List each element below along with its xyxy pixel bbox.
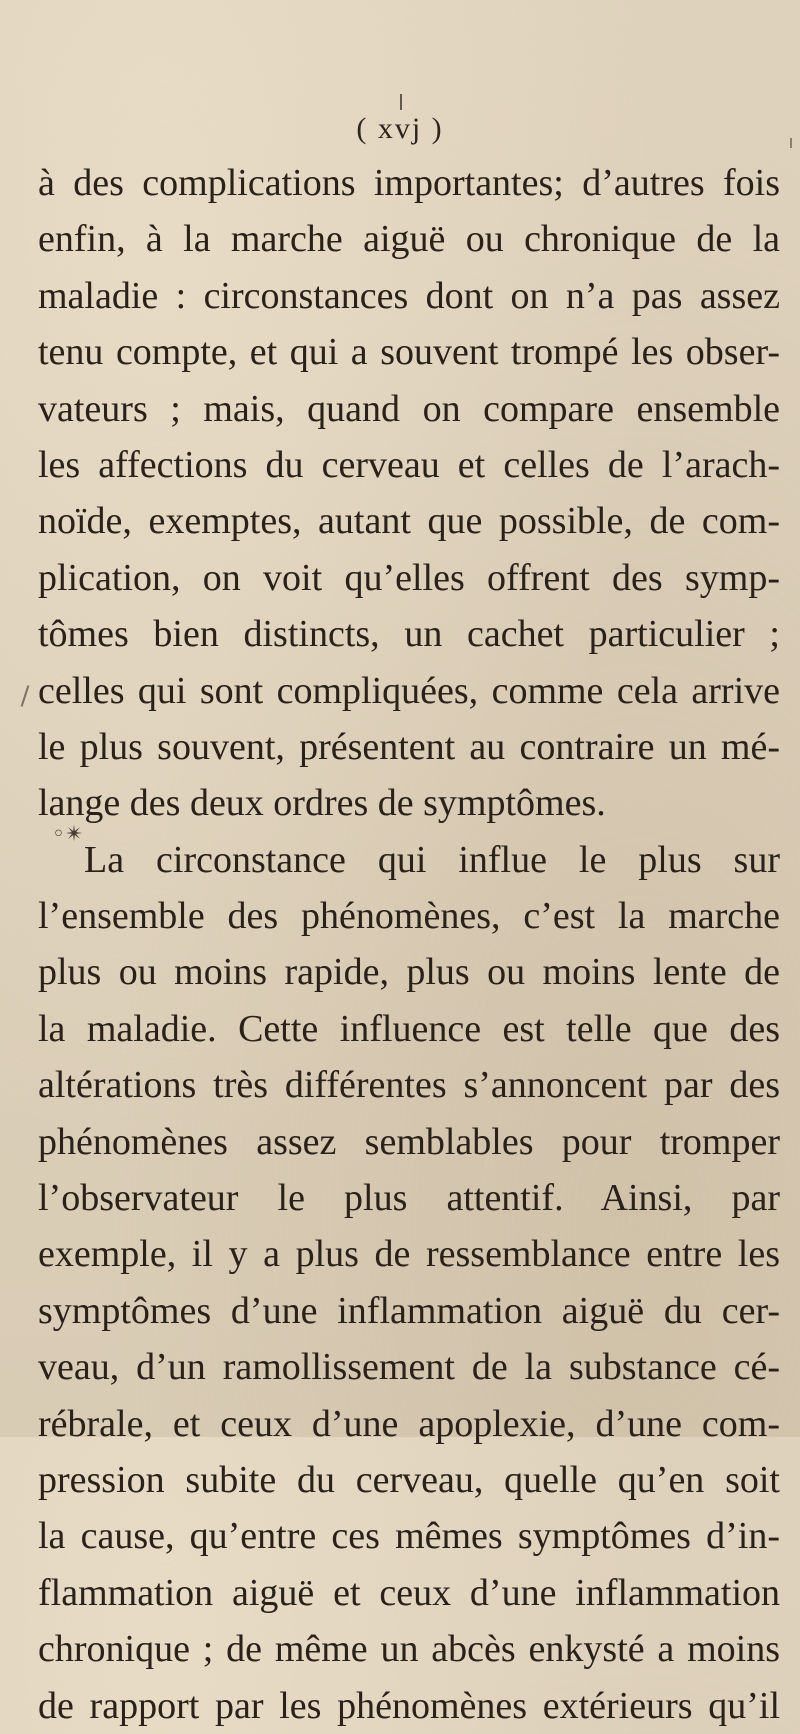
text-line: vateurs ; mais, quand on compare ensemble bbox=[38, 387, 780, 430]
text-line: rébrale, et ceux d’une apoplexie, d’une com- bbox=[38, 1402, 780, 1445]
text-line: veau, d’un ramollissement de la substance cé- bbox=[38, 1346, 780, 1389]
text-line: les affections du cerveau et celles de l’arach- bbox=[38, 443, 780, 486]
text-line: noïde, exemptes, autant que possible, de com- bbox=[38, 500, 780, 543]
text-line: symptômes d’une inflammation aiguë du cer- bbox=[38, 1289, 780, 1332]
text-line: enfin, à la marche aiguë ou chronique de la bbox=[38, 218, 780, 261]
ink-mark-top bbox=[400, 94, 402, 110]
text-line: plus ou moins rapide, plus ou moins lente de bbox=[38, 951, 780, 994]
text-line: l’observateur le plus attentif. Ainsi, par bbox=[38, 1177, 780, 1220]
text-line: de rapport par les phénomènes extérieurs qu’il bbox=[38, 1684, 780, 1727]
text-line: phénomènes assez semblables pour tromper bbox=[38, 1120, 780, 1163]
text-line: pression subite du cerveau, quelle qu’en soit bbox=[38, 1458, 780, 1501]
text-line: flammation aiguë et ceux d’une inflammation bbox=[38, 1571, 780, 1614]
page-number: ( xvj ) bbox=[356, 112, 444, 145]
text-line: altérations très différentes s’annoncent par des bbox=[38, 1064, 780, 1107]
body-text bbox=[38, 155, 780, 1734]
text-line: celles qui sont compliquées, comme cela arrive bbox=[38, 669, 780, 712]
text-line: la cause, qu’entre ces mêmes symptômes d’in- bbox=[38, 1515, 780, 1558]
text-line: l’ensemble des phénomènes, c’est la marche bbox=[38, 895, 780, 938]
text-line: exemple, il y a plus de ressemblance entre les bbox=[38, 1233, 780, 1276]
text-line: maladie : circonstances dont on n’a pas assez bbox=[38, 274, 780, 317]
text-line: tenu compte, et qui a souvent trompé les obser- bbox=[38, 331, 780, 374]
text-line: lange des deux ordres de symptômes. bbox=[38, 782, 606, 825]
text-line: la maladie. Cette influence est telle que des bbox=[38, 1007, 780, 1050]
ink-mark-left-margin bbox=[21, 685, 30, 707]
margin-mark: ◦✴ bbox=[52, 822, 84, 847]
text-line: chronique ; de même un abcès enkysté a moins bbox=[38, 1628, 780, 1671]
text-line: tômes bien distincts, un cachet particulier ; bbox=[38, 613, 780, 656]
text-line: le plus souvent, présentent au contraire un mé- bbox=[38, 725, 780, 768]
paragraph-start-line: La circonstance qui influe le plus sur bbox=[84, 838, 780, 881]
text-line: plication, on voit qu’elles offrent des symp- bbox=[38, 556, 780, 599]
text-line: à des complications importantes; d’autres fois bbox=[38, 162, 780, 204]
